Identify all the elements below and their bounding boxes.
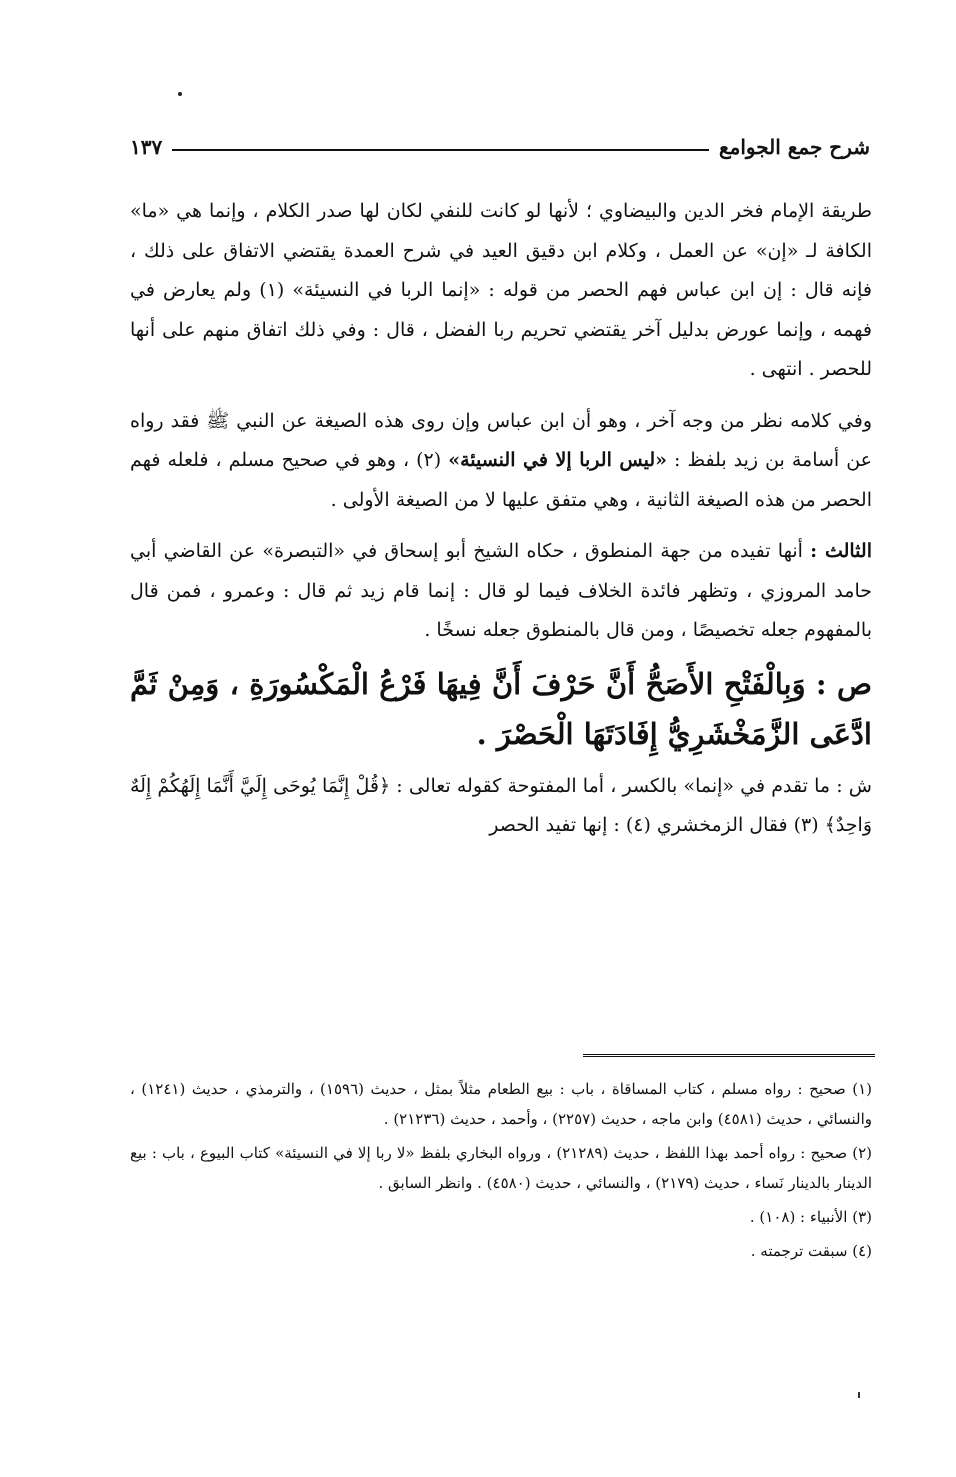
header-title: شرح جمع الجوامع bbox=[718, 135, 870, 159]
paragraph-2-text: وفي كلامه نظر من وجه آخر ، وهو أن ابن عباس وإن روى هذه الصيغة عن النبي ﷺ فقد رواه عن أسامة بن زيد بلفظ : bbox=[130, 409, 872, 471]
footnote-divider bbox=[583, 1054, 875, 1057]
footnote-4: (٤) سبقت ترجمته . bbox=[750, 1242, 872, 1260]
paragraph-2 bbox=[130, 402, 872, 521]
paragraph-3-text: أنها تفيده من جهة المنطوق ، حكاه الشيخ أبو إسحاق في «التبصرة» عن القاضي أبي حامد المروزي ، وتظهر فائدة الخلاف فيما لو قال : إنما قام زيد ثم قال : وعمرو ، فمن قال بالمفهوم جعله تخصيصًا ، ومن قال بالمنطوق جعله نسخًا . bbox=[130, 540, 872, 641]
footnote-3: (٣) الأنبياء : (١٠٨) . bbox=[749, 1208, 872, 1226]
third-label: الثالث : bbox=[810, 540, 872, 562]
stray-dot bbox=[178, 92, 182, 96]
footnote-1: (١) صحيح : رواه مسلم ، كتاب المساقاة ، باب : بيع الطعام مثلاً بمثل ، حديث (١٥٩٦) ، والترمذي ، حديث (١٢٤١) ، والنسائي ، حديث (٤٥٨١) وابن ماجه ، حديث (٢٢٥٧) ، وأحمد ، حديث (٢١٢٣٦) . bbox=[130, 1080, 872, 1128]
main-text bbox=[130, 192, 872, 846]
paragraph-3 bbox=[130, 532, 872, 651]
header-rule bbox=[172, 149, 709, 151]
paragraph-2-continued: (٢) ، وهو في صحيح مسلم ، فلعله فهم الحصر من هذه الصيغة الثانية ، وهي متفق عليها لا من الصيغة الأولى . bbox=[130, 449, 872, 511]
paragraph-4: ش : ما تقدم في «إنما» بالكسر ، أما المفتوحة كقوله تعالى : ﴿قُلْ إِنَّمَا يُوحَى إِلَيَّ أَنَّمَا إِلَهُكُمْ إِلَهٌ وَاحِدٌ﴾ (٣) فقال الزمخشري (٤) : إنها تفيد الحصر bbox=[130, 774, 872, 836]
running-header bbox=[130, 130, 870, 164]
stray-mark bbox=[858, 1392, 860, 1398]
page-number: ١٣٧ bbox=[130, 135, 163, 159]
footnotes bbox=[130, 1074, 872, 1270]
footnote-2: (٢) صحيح : رواه أحمد بهذا اللفظ ، حديث (٢١٢٨٩) ، ورواه البخاري بلفظ «لا ربا إلا في النسيئة» كتاب البيوع ، باب : بيع الدينار بالدينار نَساء ، حديث (٢١٧٩) ، والنسائي ، حديث (٤٥٨٠) . وانظر السابق . bbox=[130, 1144, 872, 1192]
matn-text: ص : وَبِالْفَتْحِ الأَصَحُّ أَنَّ حَرْفَ أَنَّ فِيهَا فَرْعُ الْمَكْسُورَةِ ، وَمِنْ ثَمَّ ادَّعَى الزَّمَخْشَرِيُّ إِفَادَتَهَا الْحَصْرَ . bbox=[130, 666, 872, 751]
paragraph-1: طريقة الإمام فخر الدين والبيضاوي ؛ لأنها لو كانت للنفي لكان لها صدر الكلام ، وإنما هي «ما» الكافة لـ «إن» عن العمل ، وكلام ابن دقيق العيد في شرح العمدة يقتضي الاتفاق على ذلك ، فإنه قال : إن ابن عباس فهم الحصر من قوله : «إنما الربا في النسيئة» (١) ولم يعارض في فهمه ، وإنما عورض بدليل آخر يقتضي تحريم ربا الفضل ، قال : وفي ذلك اتفاق منهم على أنها للحصر . انتهى . bbox=[130, 200, 873, 380]
hadith-quote: «ليس الربا إلا في النسيئة» bbox=[448, 449, 668, 471]
